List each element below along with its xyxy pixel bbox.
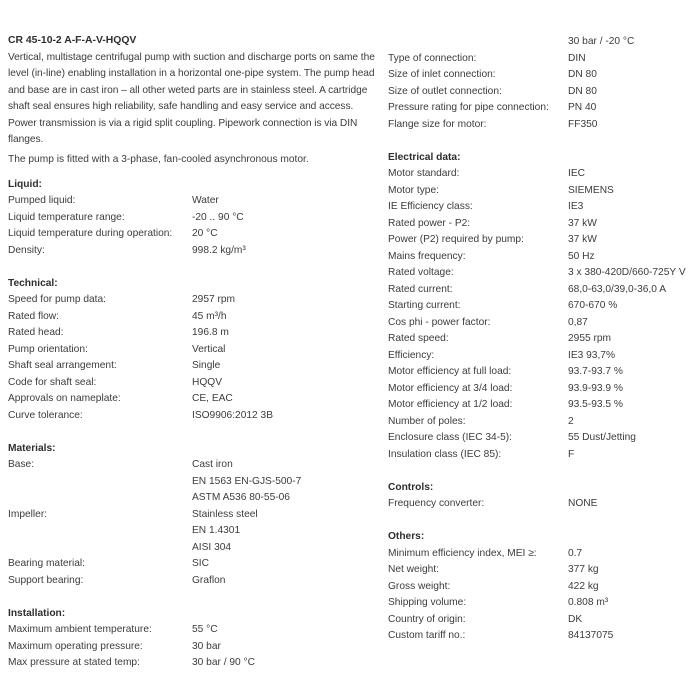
installation-rows (8, 622, 380, 672)
spec-row (388, 397, 694, 414)
row-value: 37 kW (568, 234, 597, 245)
materials-section (8, 441, 380, 590)
installation-section (8, 606, 380, 672)
row-value: Stainless steel (192, 508, 258, 520)
row-label: Efficiency: (388, 349, 435, 361)
row-label: Motor type: (388, 184, 439, 196)
others-heading: Others: (388, 531, 425, 542)
row-label: Speed for pump data: (8, 294, 106, 306)
spec-row (8, 556, 380, 573)
spec-row (8, 408, 380, 425)
controls-rows (388, 496, 694, 513)
spec-row (388, 232, 694, 249)
row-label: Approvals on nameplate: (8, 393, 121, 405)
row-value: EN 1.4301 (192, 525, 241, 537)
row-label: Motor efficiency at 1/2 load: (388, 399, 513, 410)
product-description: Vertical, multistage centrifugal pump with suction and discharge ports on same the level (in-line) enabling installation in a horizontal one-pipe system. The pump head and base are in cast iron – all other weted parts are in stainless steel. A cartridge shaft seal ensures high reliability, safe handling and easy service and access. Power transmission is via a rigid split coupling. Pipework connection is via DIN flanges. (8, 52, 375, 146)
row-label: Shipping volume: (388, 597, 467, 608)
spec-row (388, 414, 694, 431)
row-value: 93.5-93.5 % (568, 399, 623, 410)
right-column (388, 34, 694, 645)
controls-heading: Controls: (388, 481, 434, 493)
row-value: ASTM A536 80-55-06 (192, 492, 290, 504)
controls-section (388, 480, 694, 513)
row-label: Liquid temperature range: (8, 211, 125, 223)
row-value: 37 kW (568, 217, 597, 229)
row-value: Water (192, 195, 219, 207)
spec-row (388, 265, 694, 282)
row-value: 55 °C (192, 624, 218, 636)
row-value: 2 (568, 415, 574, 427)
row-value: 93.9-93.9 % (568, 382, 623, 394)
row-label: Cos phi - power factor: (388, 316, 491, 328)
motor-note: The pump is fitted with a 3-phase, fan-cooled asynchronous motor. (8, 154, 309, 166)
spec-row (388, 595, 694, 612)
row-label: Type of connection: (388, 52, 477, 64)
others-section (388, 529, 694, 645)
spec-row (388, 612, 694, 629)
spec-row (388, 216, 694, 233)
spec-row (388, 34, 694, 51)
row-value: NONE (568, 498, 598, 509)
spec-row (8, 639, 380, 656)
row-value: 998.2 kg/m³ (192, 244, 246, 256)
row-value: 30 bar (192, 640, 221, 652)
row-label: Number of poles: (388, 415, 466, 427)
spec-row (388, 546, 694, 563)
spec-row (388, 562, 694, 579)
row-label: Curve tolerance: (8, 409, 83, 421)
row-value: CE, EAC (192, 393, 233, 405)
left-column (8, 34, 380, 672)
row-value: 0,87 (568, 316, 588, 328)
row-label: Rated voltage: (388, 267, 454, 278)
row-value: 3 x 380-420D/660-725Y V (568, 267, 686, 278)
row-value: SIC (192, 558, 209, 570)
materials-rows (8, 556, 380, 589)
spec-row (8, 391, 380, 408)
row-label: Rated power - P2: (388, 217, 471, 229)
installation-continued-rows (388, 34, 694, 133)
spec-row (388, 51, 694, 68)
product-title: CR 45-10-2 A-F-A-V-HQQV (8, 35, 137, 46)
technical-section (8, 276, 380, 425)
row-label: Frequency converter: (388, 498, 485, 509)
row-label: Power (P2) required by pump: (388, 234, 524, 245)
spec-row (8, 193, 380, 210)
spec-row (388, 579, 694, 596)
row-value: 196.8 m (192, 327, 229, 339)
spec-row (8, 573, 380, 590)
row-label: Impeller: (8, 508, 48, 520)
row-value: HQQV (192, 376, 223, 388)
row-label: Size of outlet connection: (388, 85, 502, 97)
row-value: DK (568, 613, 583, 625)
row-value: 0.808 m³ (568, 597, 609, 608)
spec-row (8, 243, 380, 260)
row-label: Size of inlet connection: (388, 69, 496, 80)
spec-row (388, 100, 694, 117)
spec-row (388, 364, 694, 381)
others-rows (388, 546, 694, 645)
row-label: Shaft seal arrangement: (8, 360, 117, 372)
row-label: Motor efficiency at 3/4 load: (388, 382, 513, 394)
installation-heading: Installation: (8, 607, 66, 619)
spec-row (8, 358, 380, 375)
spec-row (388, 430, 694, 447)
row-label (388, 34, 568, 51)
spec-row (8, 325, 380, 342)
row-label: Rated head: (8, 327, 64, 339)
row-value: 30 bar / 90 °C (192, 657, 255, 669)
row-label: Rated speed: (388, 333, 449, 344)
row-value: 68,0-63,0/39,0-36,0 A (568, 283, 666, 295)
row-value: SIEMENS (568, 184, 614, 196)
electrical-section (388, 150, 694, 464)
row-value: AISI 304 (192, 541, 232, 553)
row-value: IEC (568, 168, 585, 179)
row-value: EN 1563 EN-GJS-500-7 (192, 475, 302, 487)
spec-row (388, 282, 694, 299)
row-label: Net weight: (388, 564, 439, 575)
row-value: Graflon (192, 574, 226, 586)
spec-row (8, 309, 380, 326)
row-label: IE Efficiency class: (388, 201, 473, 212)
row-label: Custom tariff no.: (388, 630, 466, 641)
spec-row (388, 496, 694, 513)
spec-row (8, 342, 380, 359)
electrical-heading: Electrical data: (388, 151, 461, 163)
row-label: Rated current: (388, 283, 453, 295)
spec-row (388, 447, 694, 464)
materials-impeller-row (8, 507, 380, 557)
liquid-rows (8, 193, 380, 259)
electrical-rows (388, 166, 694, 463)
row-value: 377 kg (568, 564, 599, 575)
row-label: Flange size for motor: (388, 118, 487, 130)
row-value: 45 m³/h (192, 310, 227, 322)
row-value: FF350 (568, 118, 598, 130)
row-value: 50 Hz (568, 250, 595, 262)
row-value: 55 Dust/Jetting (568, 432, 636, 443)
row-label: Density: (8, 244, 45, 256)
spec-row (388, 67, 694, 84)
materials-heading: Materials: (8, 442, 56, 454)
technical-heading: Technical: (8, 277, 58, 289)
spec-row (8, 292, 380, 309)
base-values (192, 457, 301, 507)
row-label: Starting current: (388, 300, 461, 311)
row-label: Bearing material: (8, 558, 86, 570)
row-label: Motor efficiency at full load: (388, 366, 512, 377)
row-value: DN 80 (568, 69, 597, 80)
row-value: ISO9906:2012 3B (192, 409, 273, 421)
spec-row (8, 210, 380, 227)
row-label: Support bearing: (8, 574, 84, 586)
row-label: Minimum efficiency index, MEI ≥: (388, 547, 537, 559)
spec-row (388, 117, 694, 134)
row-label: Maximum ambient temperature: (8, 624, 152, 636)
spec-row (388, 84, 694, 101)
spec-row (8, 375, 380, 392)
row-value: IE3 (568, 201, 584, 212)
row-label: Pressure rating for pipe connection: (388, 102, 549, 113)
spec-row (388, 166, 694, 183)
row-value: 2955 rpm (568, 333, 612, 344)
row-value: 0.7 (568, 547, 583, 559)
spec-row (388, 298, 694, 315)
row-label: Motor standard: (388, 168, 460, 179)
row-value: F (568, 448, 575, 460)
row-value: 670-670 % (568, 300, 618, 311)
spec-row (8, 226, 380, 243)
spec-row (388, 183, 694, 200)
row-label: Enclosure class (IEC 34-5): (388, 432, 512, 443)
spec-row (388, 381, 694, 398)
row-value: Single (192, 360, 221, 372)
row-value: -20 .. 90 °C (192, 211, 244, 223)
spec-row (388, 331, 694, 348)
row-label: Country of origin: (388, 613, 466, 625)
row-label: Base: (8, 459, 35, 471)
spec-row (388, 348, 694, 365)
row-label: Gross weight: (388, 580, 451, 592)
row-label: Pump orientation: (8, 343, 88, 355)
row-value: IE3 93,7% (568, 349, 616, 361)
row-label: Pumped liquid: (8, 195, 76, 207)
spec-row (388, 199, 694, 216)
row-label: Rated flow: (8, 310, 59, 322)
row-value: DN 80 (568, 85, 597, 97)
row-value: Vertical (192, 343, 226, 355)
row-label: Max pressure at stated temp: (8, 657, 140, 669)
row-value: 84137075 (568, 630, 614, 641)
spec-row (8, 655, 380, 672)
spec-row (8, 622, 380, 639)
row-label: Liquid temperature during operation: (8, 228, 173, 240)
row-value: 2957 rpm (192, 294, 236, 306)
technical-rows (8, 292, 380, 424)
spec-row (388, 249, 694, 266)
row-label: Code for shaft seal: (8, 376, 97, 388)
row-value: 20 °C (192, 228, 218, 240)
row-label: Mains frequency: (388, 250, 466, 262)
impeller-values (192, 507, 258, 557)
row-value: 422 kg (568, 580, 599, 592)
row-value: PN 40 (568, 102, 597, 113)
row-label: Maximum operating pressure: (8, 640, 143, 652)
materials-base-row (8, 457, 380, 507)
spec-row (388, 628, 694, 645)
row-value: 30 bar / -20 °C (568, 36, 635, 47)
row-label: Insulation class (IEC 85): (388, 448, 502, 460)
liquid-section (8, 177, 380, 260)
spec-row (388, 315, 694, 332)
row-value: DIN (568, 52, 586, 64)
row-value: Cast iron (192, 459, 233, 471)
liquid-heading: Liquid: (8, 178, 42, 190)
row-value: 93.7-93.7 % (568, 366, 623, 377)
